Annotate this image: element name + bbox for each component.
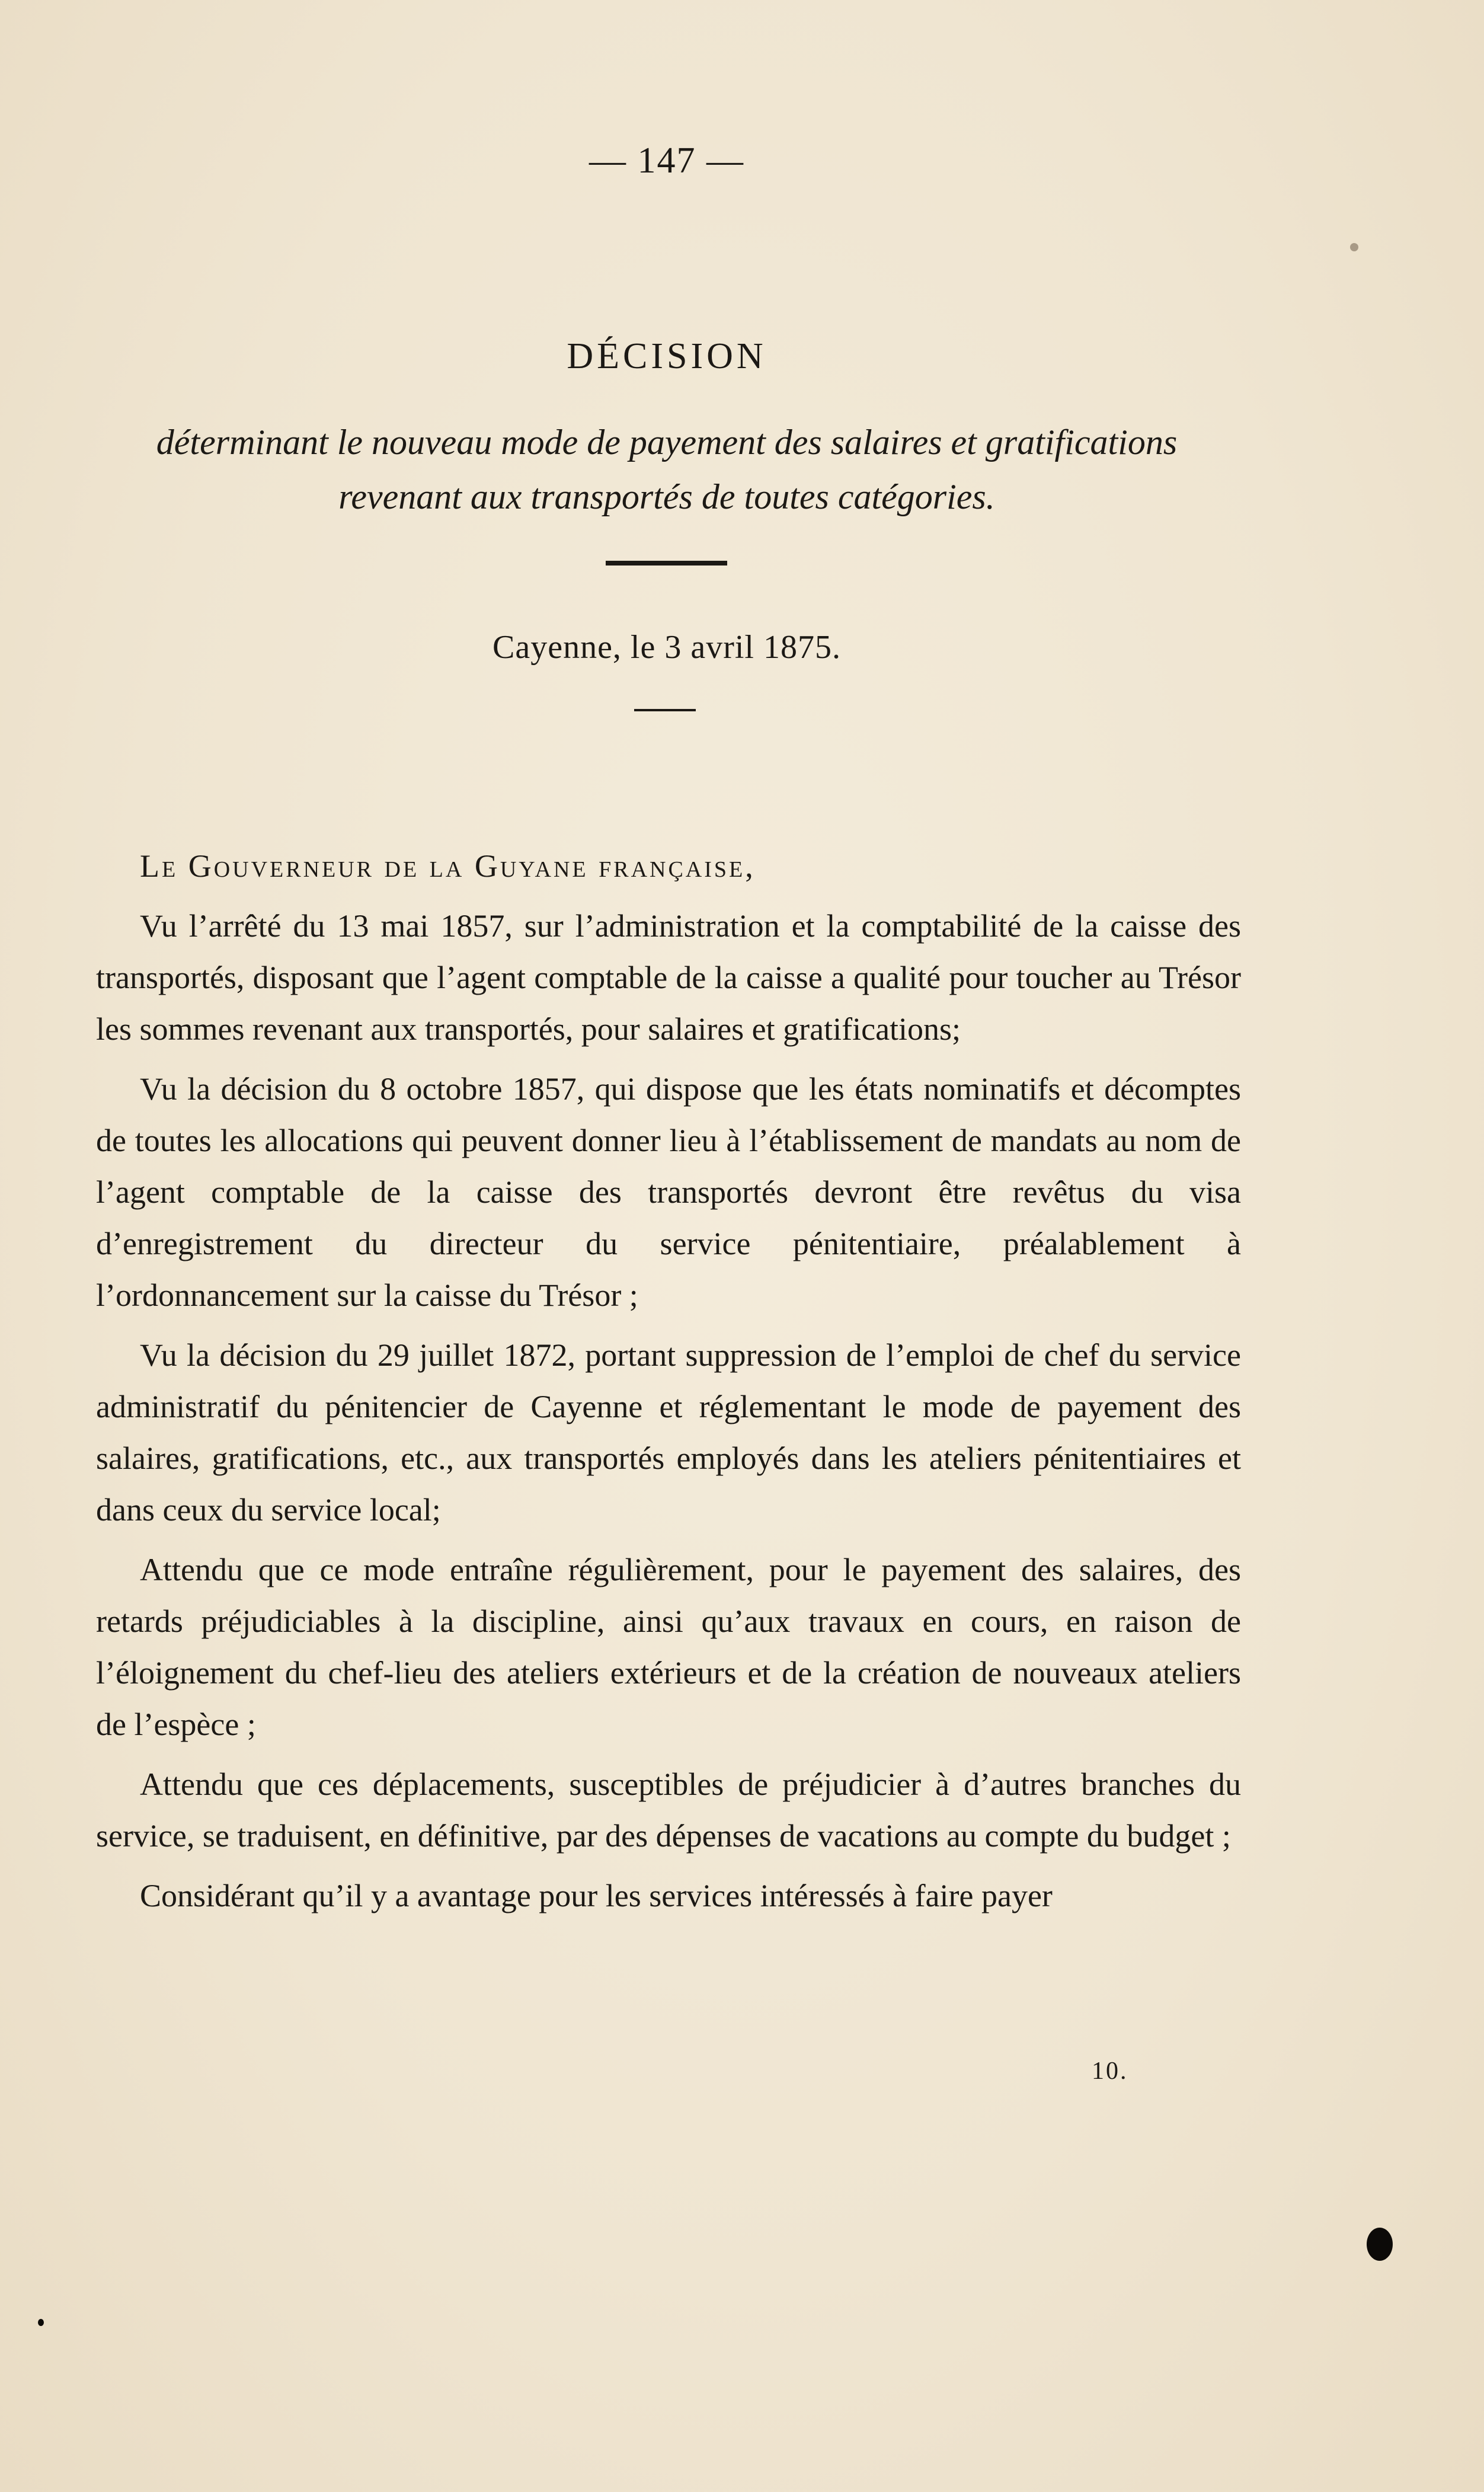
body-text: [96, 841, 1241, 1930]
ink-spot: [38, 2319, 44, 2326]
signature-mark: 10.: [1092, 2058, 1128, 2085]
paragraph: Vu l’arrêté du 13 mai 1857, sur l’administration et la comptabilité de la caisse des transportés, disposant que l’agent comptable de la caisse a qualité pour toucher au Trésor les sommes revenant aux transportés, pour salaires et gratifications;: [96, 908, 1241, 1047]
document-title: DÉCISION: [567, 336, 767, 376]
paragraph: Vu la décision du 8 octobre 1857, qui dispose que les états nominatifs et décomptes de toutes les allocations qui peuvent donner lieu à l’établissement de mandats au nom de l’agent comptable de la caisse des transportés devront être revêtus du visa d’enregistrement du directeur du service pénitentiaire, préalablement à l’ordonnancement sur la caisse du Trésor ;: [96, 1071, 1241, 1313]
document-subtitle: [0, 415, 1333, 524]
subtitle-line: revenant aux transportés de toutes catégories.: [338, 477, 995, 516]
paragraph: Attendu que ce mode entraîne régulièrement, pour le payement des salaires, des retards préjudiciables à la discipline, ainsi qu’aux travaux en cours, en raison de l’éloignement du chef-lieu des ateliers extérieurs et de la création de nouveaux ateliers de l’espèce ;: [96, 1552, 1241, 1742]
salutation: Le Gouverneur de la Guyane française,: [140, 848, 756, 884]
dateline: Cayenne, le 3 avril 1875.: [492, 629, 841, 666]
page-number: — 147 —: [589, 140, 744, 181]
dateline-rule: [634, 709, 696, 711]
paragraph: Considérant qu’il y a avantage pour les services intéressés à faire payer: [140, 1878, 1053, 1913]
paper-stain: [1350, 243, 1358, 251]
ink-spot: [1367, 2228, 1393, 2261]
paragraph: Attendu que ces déplacements, susceptibles de préjudicier à d’autres branches du service, se traduisent, en définitive, par des dépenses de vacations au compte du budget ;: [96, 1766, 1241, 1854]
paragraph: Vu la décision du 29 juillet 1872, portant suppression de l’emploi de chef du service administratif du pénitencier de Cayenne et réglementant le mode de payement des salaires, gratifications, etc., aux transportés employés dans les ateliers pénitentiaires et dans ceux du service local;: [96, 1337, 1241, 1528]
subtitle-line: déterminant le nouveau mode de payement des salaires et gratifications: [156, 423, 1178, 462]
title-rule: [606, 561, 727, 566]
